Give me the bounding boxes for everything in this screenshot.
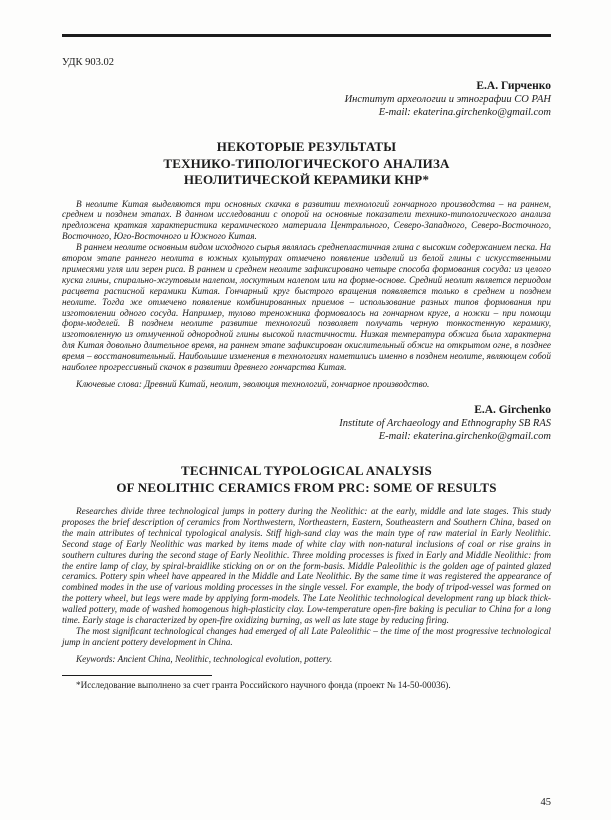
author-block-ru bbox=[62, 80, 551, 119]
header-rule bbox=[62, 34, 551, 37]
abstract-ru-paragraph-1: В неолите Китая выделяются три основных скачка в развитии технологий гончарного производства – на раннем, среднем и позднем этапах. В данном исследовании с опорой на основные показатели технико-типологического анализа предложена краткая характеристика керамического материала Центрального, Северо-Западного, Северо-Восточного, Восточного, Юго-Восточного и Южного Китая. bbox=[62, 198, 551, 242]
keywords-en bbox=[62, 654, 551, 665]
keywords-ru-label: Ключевые слова: bbox=[76, 379, 142, 389]
footnote-text: *Исследование выполнено за счет гранта Российского научного фонда (проект № 14-50-00036). bbox=[76, 679, 451, 690]
article-title-ru-line2: ТЕХНИКО-ТИПОЛОГИЧЕСКОГО АНАЛИЗА bbox=[163, 155, 450, 171]
keywords-en-text: Ancient China, Neolithic, technological evolution, pottery. bbox=[115, 653, 333, 664]
author-affiliation-en: Institute of Archaeology and Ethnography SB RAS bbox=[339, 418, 551, 429]
keywords-ru bbox=[62, 379, 551, 390]
article-title-ru-line1: НЕКОТОРЫЕ РЕЗУЛЬТАТЫ bbox=[216, 139, 397, 154]
udk-label: УДК 903.02 bbox=[62, 57, 115, 68]
article-title-en bbox=[62, 463, 551, 496]
author-email-ru: E-mail: ekaterina.girchenko@gmail.com bbox=[378, 107, 551, 118]
author-block-en bbox=[62, 404, 551, 443]
abstract-en-paragraph-1: Researches divide three technological jumps in pottery during the Neolithic: at the early, middle and late stages. This study proposes the brief description of ceramics from Northwestern, Northeastern, Eastern, Southeastern and Southern China, based on the main attributes of technical typological analysis. Stiff high-sand clay was the main type of raw material in Early Neolithic. Second stage of Early Neolithic was marked by items made of white clay with non-natural inclusions of coal or rise grains in southern cultures during the second stage of Early Neolithic. Three molding processes is fixed in Early and Middle Neolithic: from the entire lamp of clay, by spiral-braidlike sticking on or on the form-basis. Middle Paleolithic is the golden age of painted glazed ceramics. Pottery spin wheel have appeared in the Middle and Late Neolithic. By the same time it was registered the appearance of combined modes in the use of various molding processes in the single vessel. For example, the body of tripod-vessel was formed on the pottery wheel, but legs were made by applying form-models. The Late Neolithic technological development rang up black thick-walled pottery, made of washed homogenous high-plasticity clay. Low-temperature open-fire baking is peculiar to China for a long time. Early stage is characterized by open-fire oxidizing burning, as well as late stage by reducing firing. bbox=[62, 506, 551, 626]
abstract-ru bbox=[62, 199, 551, 374]
author-affiliation-ru: Институт археологии и этнографии СО РАН bbox=[344, 94, 551, 105]
author-name-ru: Е.А. Гирченко bbox=[476, 80, 551, 92]
article-title-ru-line3: НЕОЛИТИЧЕСКОЙ КЕРАМИКИ КНР* bbox=[183, 172, 430, 187]
author-name-en: E.A. Girchenko bbox=[474, 404, 551, 416]
article-title-en-line1: TECHNICAL TYPOLOGICAL ANALYSIS bbox=[181, 463, 432, 478]
keywords-en-label: Keywords: bbox=[76, 653, 116, 664]
abstract-ru-paragraph-2: В раннем неолите основным видом исходного сырья являлась среднепластичная глина с высоким содержанием песка. На втором этапе раннего неолита в южных культурах отмечено появление изделий из белой глины с искусственными примесями угля или зерен риса. В раннем и среднем неолите зафиксировано четыре способа формования сосуда: из целого куска глины, спирально-жгутовым налепом, лоскутным налепом или на форме-основе. Средний неолит является периодом расцвета расписной керамики Китая. Гончарный круг быстрого вращения появляется только в среднем и позднем неолите. Тогда же отмечено появление комбинированных приемов – использование разных типов формования при изготовлении одного сосуда. Например, тулово треножника формовалось на гончарном круге, а ножки – при помощи форм-моделей. В позднем неолите развитие технологий позволяет получать черную тонкостенную керамику, изготовленную из отмученной однородной глины высокой пластичности. Низкая температура обжига была характерна для Китая довольно длительное время, на раннем этапе зафиксирован окислительный обжиг на открытом огне, в позднее время – восстановительный. Наибольшие изменения в технологиях наметились именно в позднем неолите, являющем собой наиболее прогрессивный скачок в развитии древнего гончарства Китая. bbox=[62, 242, 551, 373]
article-title-ru bbox=[62, 139, 551, 189]
abstract-en bbox=[62, 506, 551, 648]
keywords-ru-text: Древний Китай, неолит, эволюция технологий, гончарное производство. bbox=[141, 379, 430, 389]
spacer bbox=[62, 390, 551, 404]
footnote-rule bbox=[62, 675, 212, 676]
author-email-en: E-mail: ekaterina.girchenko@gmail.com bbox=[378, 431, 551, 442]
page-number: 45 bbox=[540, 797, 551, 808]
abstract-en-paragraph-2: The most significant technological changes had emerged of all Late Paleolithic – the time of the most progressive technological jump in ancient pottery development in China. bbox=[62, 625, 551, 647]
article-title-en-line2: OF NEOLITHIC CERAMICS FROM PRC: SOME OF RESULTS bbox=[116, 479, 497, 495]
footnote-area bbox=[62, 675, 551, 691]
